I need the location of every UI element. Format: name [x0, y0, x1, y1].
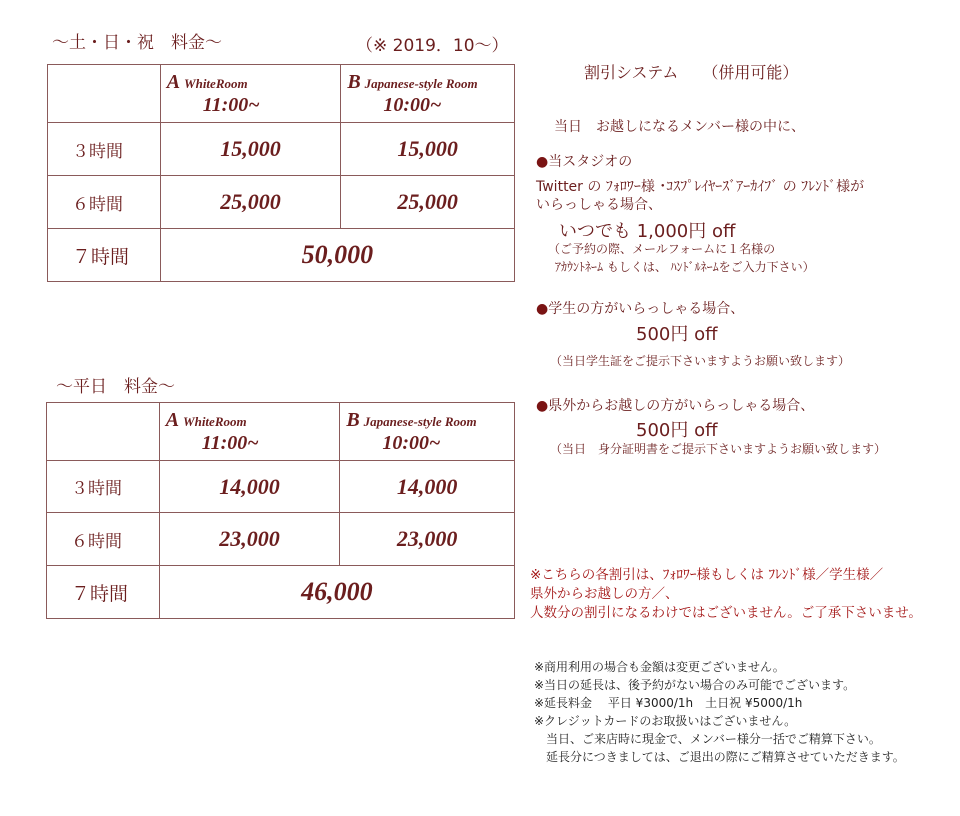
discount-item-twitter	[536, 151, 632, 171]
general-note: ※商用利用の場合も金額は変更ございません。	[534, 660, 785, 674]
discount-note: ｱｶｳﾝﾄﾈｰﾑ もしくは、 ﾊﾝﾄﾞﾙﾈｰﾑをご入力下さい）	[555, 260, 815, 274]
room-name: WhiteRoom	[183, 413, 247, 429]
discount-amount: 500円 off	[636, 324, 718, 345]
room-open-time: 11:00~	[201, 431, 259, 454]
weekend-heading: ～土・日・祝 料金～	[52, 33, 222, 53]
general-note: ※当日の延長は、後予約がない場合のみ可能でございます。	[534, 678, 856, 692]
room-open-time: 10:00~	[382, 431, 441, 454]
price-both-rooms: 50,000	[160, 229, 514, 282]
room-a-header	[160, 65, 341, 123]
corner-cell	[48, 65, 161, 123]
discount-title: 割引システム （併用可能）	[584, 63, 799, 82]
general-note: ※クレジットカードのお取扱いはございません。	[534, 714, 797, 728]
room-name: Japanese-style Room	[364, 75, 478, 91]
duration-label: ６時間	[47, 513, 160, 566]
table-row	[47, 513, 515, 566]
price-room-a: 23,000	[159, 513, 340, 566]
corner-cell	[47, 403, 160, 461]
price-room-b: 15,000	[341, 123, 515, 176]
table-row	[48, 176, 515, 229]
discount-caveat-line: 人数分の割引になるわけではございません。ご了承下さいませ。	[530, 605, 922, 621]
revision-date: （※ 2019．10～）	[356, 36, 509, 56]
room-name: Japanese-style Room	[363, 413, 477, 429]
discount-item-title: 学生の方がいらっしゃる場合、	[548, 301, 745, 317]
room-a-header	[159, 403, 340, 461]
table-header-row	[48, 65, 515, 123]
duration-label: ７時間	[48, 229, 161, 282]
price-room-a: 15,000	[160, 123, 341, 176]
discount-item-title: 当スタジオの	[548, 154, 633, 170]
bullet-icon: ●	[536, 301, 549, 317]
duration-label: ６時間	[48, 176, 161, 229]
price-room-b: 25,000	[341, 176, 515, 229]
discount-note: （当日 身分証明書をご提示下さいますようお願い致します）	[550, 442, 887, 456]
discount-amount: 500円 off	[636, 420, 718, 441]
general-note: 当日、ご来店時に現金で、メンバー様分一括でご精算下さい。	[534, 732, 881, 746]
weekday-price-table	[46, 402, 515, 619]
table-row	[47, 566, 515, 619]
price-room-a: 14,000	[159, 461, 340, 513]
duration-label: ７時間	[47, 566, 160, 619]
extension-fee-note: ※延長料金 平日 ¥3000/1h 土日祝 ¥5000/1h	[534, 696, 803, 710]
table-row	[48, 229, 515, 282]
room-letter: A	[165, 408, 180, 431]
discount-item-text: いらっしゃる場合、	[536, 197, 662, 213]
weekday-heading: ～平日 料金～	[56, 377, 175, 397]
price-room-a: 25,000	[160, 176, 341, 229]
room-b-header	[341, 65, 515, 123]
room-letter: A	[166, 70, 181, 93]
discount-item-text: Twitter の ﾌｫﾛﾜｰ様 ･ｺｽﾌﾟﾚｲﾔｰｽﾞｱｰｶｲﾌﾞ の ﾌﾚﾝﾄﾞ様が	[536, 179, 865, 195]
room-letter: B	[346, 408, 360, 431]
bullet-icon: ●	[536, 154, 549, 170]
discount-intro: 当日 お越しになるメンバー様の中に、	[554, 119, 806, 135]
discount-item-student	[536, 298, 744, 318]
discount-caveat-line: ※こちらの各割引は、ﾌｫﾛﾜｰ様もしくは ﾌﾚﾝﾄﾞ様／学生様／	[530, 567, 884, 583]
discount-item-title: 県外からお越しの方がいらっしゃる場合、	[548, 398, 815, 414]
room-open-time: 11:00~	[202, 93, 260, 116]
discount-caveat-line: 県外からお越しの方／、	[530, 586, 679, 602]
weekend-price-table	[47, 64, 515, 282]
discount-note: （当日学生証をご提示下さいますようお願い致します）	[550, 354, 851, 368]
duration-label: ３時間	[48, 123, 161, 176]
table-row	[47, 461, 515, 513]
room-name: WhiteRoom	[184, 75, 248, 91]
duration-label: ３時間	[47, 461, 160, 513]
price-room-b: 14,000	[340, 461, 515, 513]
discount-item-out-of-prefecture	[536, 395, 814, 415]
discount-note: （ご予約の際、メールフォームに１名様の	[548, 242, 776, 256]
price-both-rooms: 46,000	[159, 566, 514, 619]
room-b-header	[340, 403, 515, 461]
table-header-row	[47, 403, 515, 461]
room-open-time: 10:00~	[383, 93, 442, 116]
table-row	[48, 123, 515, 176]
room-letter: B	[347, 70, 361, 93]
bullet-icon: ●	[536, 398, 549, 414]
discount-amount: いつでも 1,000円 off	[559, 221, 736, 242]
general-note: 延長分につきましては、ご退出の際にご精算させていただきます。	[534, 750, 905, 764]
price-room-b: 23,000	[340, 513, 515, 566]
